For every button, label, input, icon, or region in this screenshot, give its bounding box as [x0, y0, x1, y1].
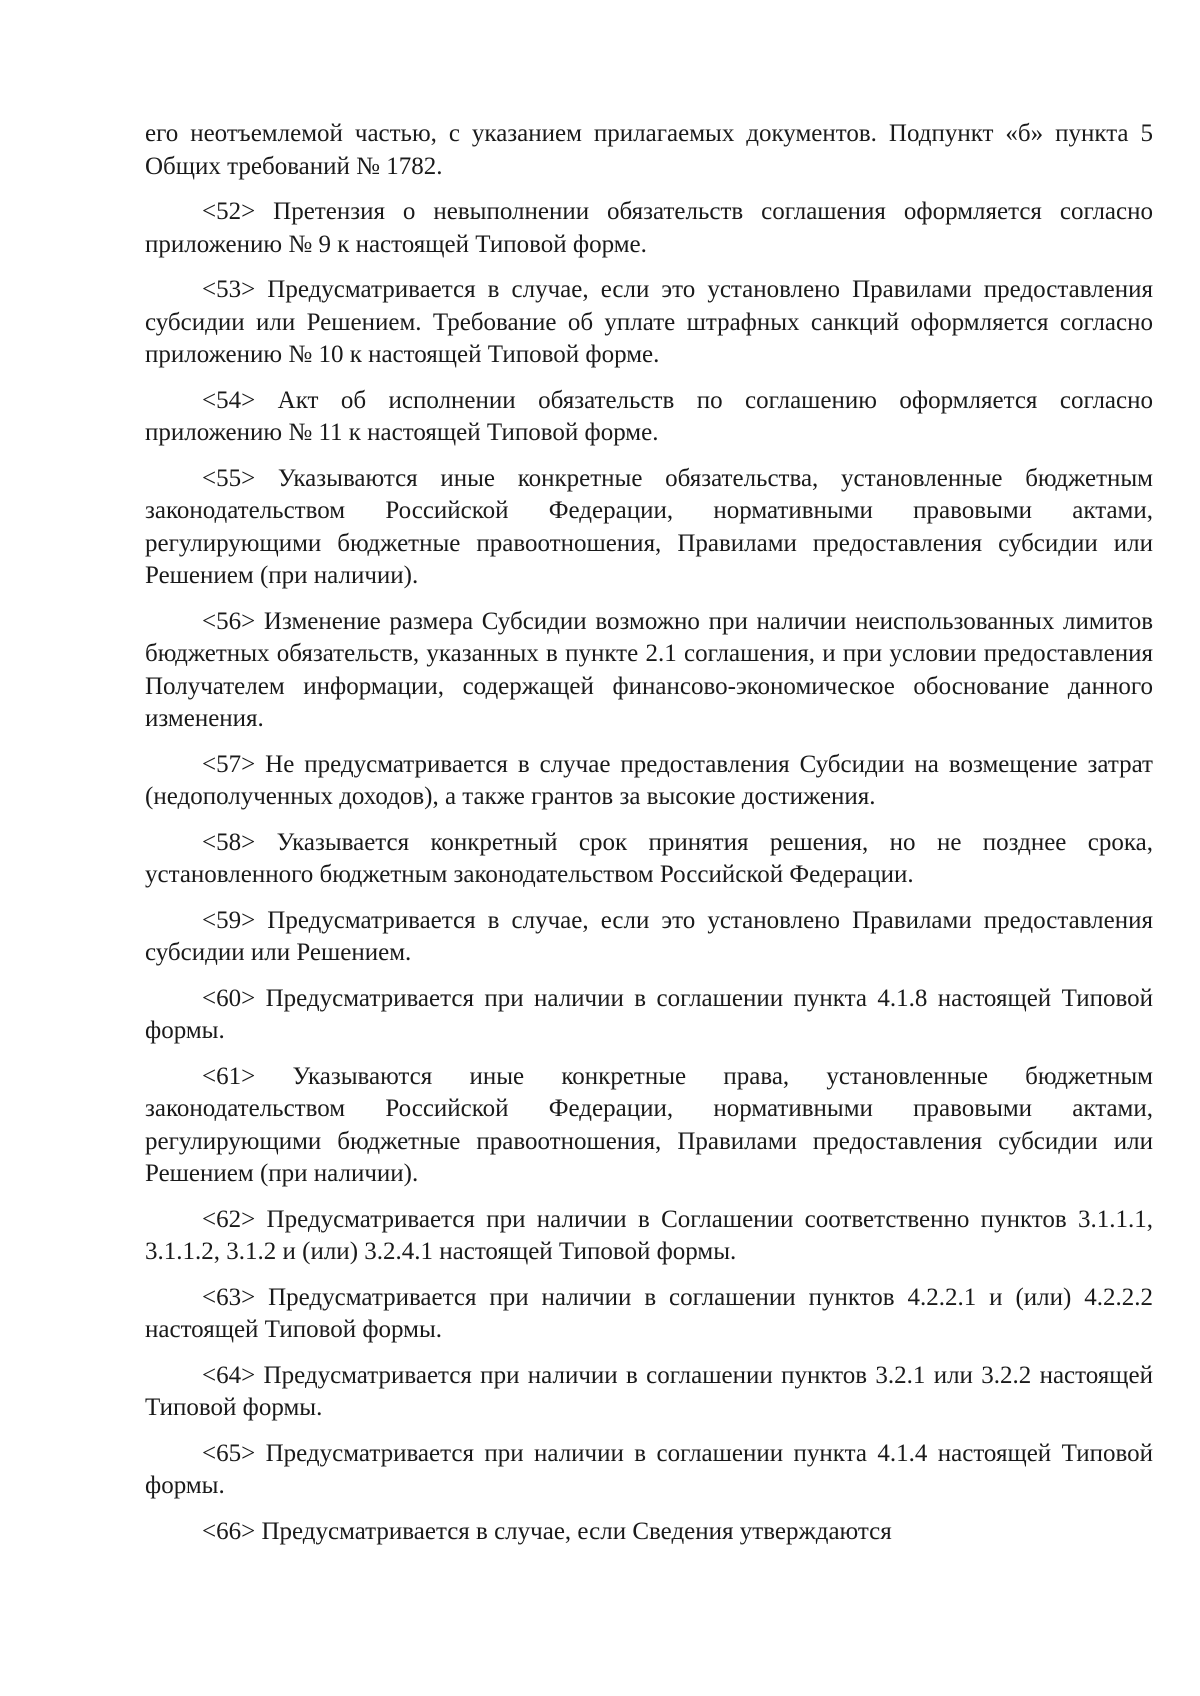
paragraph-continuation: его неотъемлемой частью, с указанием прилагаемых документов. Подпункт «б» пункта 5 Общих требований № 1782. — [145, 120, 1153, 180]
footnote-64: <64> Предусматривается при наличии в соглашении пунктов 3.2.1 или 3.2.2 настоящей Типовой формы. — [145, 1361, 1153, 1421]
document-body — [145, 118, 1153, 1561]
footnote-62: <62> Предусматривается при наличии в Соглашении соответственно пунктов 3.1.1.1, 3.1.1.2, 3.1.2 и (или) 3.2.4.1 настоящей Типовой формы. — [145, 1205, 1153, 1265]
footnote-65: <65> Предусматривается при наличии в соглашении пункта 4.1.4 настоящей Типовой формы. — [145, 1439, 1153, 1499]
footnote-52: <52> Претензия о невыполнении обязательств соглашения оформляется согласно приложению № 9 к настоящей Типовой форме. — [145, 198, 1153, 258]
footnote-63: <63> Предусматривается при наличии в соглашении пунктов 4.2.2.1 и (или) 4.2.2.2 настоящей Типовой формы. — [145, 1283, 1153, 1343]
footnote-55: <55> Указываются иные конкретные обязательства, установленные бюджетным законодательством Российской Федерации, нормативными правовыми актами, регулирующими бюджетные правоотношения, Правилами предоставления субсидии или Решением (при наличии). — [145, 464, 1153, 589]
footnote-58: <58> Указывается конкретный срок принятия решения, но не позднее срока, установленного бюджетным законодательством Российской Федерации. — [145, 828, 1153, 888]
footnote-53: <53> Предусматривается в случае, если это установлено Правилами предоставления субсидии или Решением. Требование об уплате штрафных санкций оформляется согласно приложению № 10 к настоящей Типовой форме. — [145, 276, 1153, 368]
footnote-59: <59> Предусматривается в случае, если это установлено Правилами предоставления субсидии или Решением. — [145, 906, 1153, 966]
footnote-56: <56> Изменение размера Субсидии возможно при наличии неиспользованных лимитов бюджетных обязательств, указанных в пункте 2.1 соглашения, и при условии предоставления Получателем информации, содержащей финансово-экономическое обоснование данного изменения. — [145, 607, 1153, 732]
footnote-54: <54> Акт об исполнении обязательств по соглашению оформляется согласно приложению № 11 к настоящей Типовой форме. — [145, 386, 1153, 446]
footnote-66: <66> Предусматривается в случае, если Сведения утверждаются — [202, 1517, 892, 1545]
footnote-57: <57> Не предусматривается в случае предоставления Субсидии на возмещение затрат (недополученных доходов), а также грантов за высокие достижения. — [145, 750, 1153, 810]
footnote-61: <61> Указываются иные конкретные права, установленные бюджетным законодательством Российской Федерации, нормативными правовыми актами, регулирующими бюджетные правоотношения, Правилами предоставления субсидии или Решением (при наличии). — [145, 1062, 1153, 1187]
footnote-60: <60> Предусматривается при наличии в соглашении пункта 4.1.8 настоящей Типовой формы. — [145, 984, 1153, 1044]
